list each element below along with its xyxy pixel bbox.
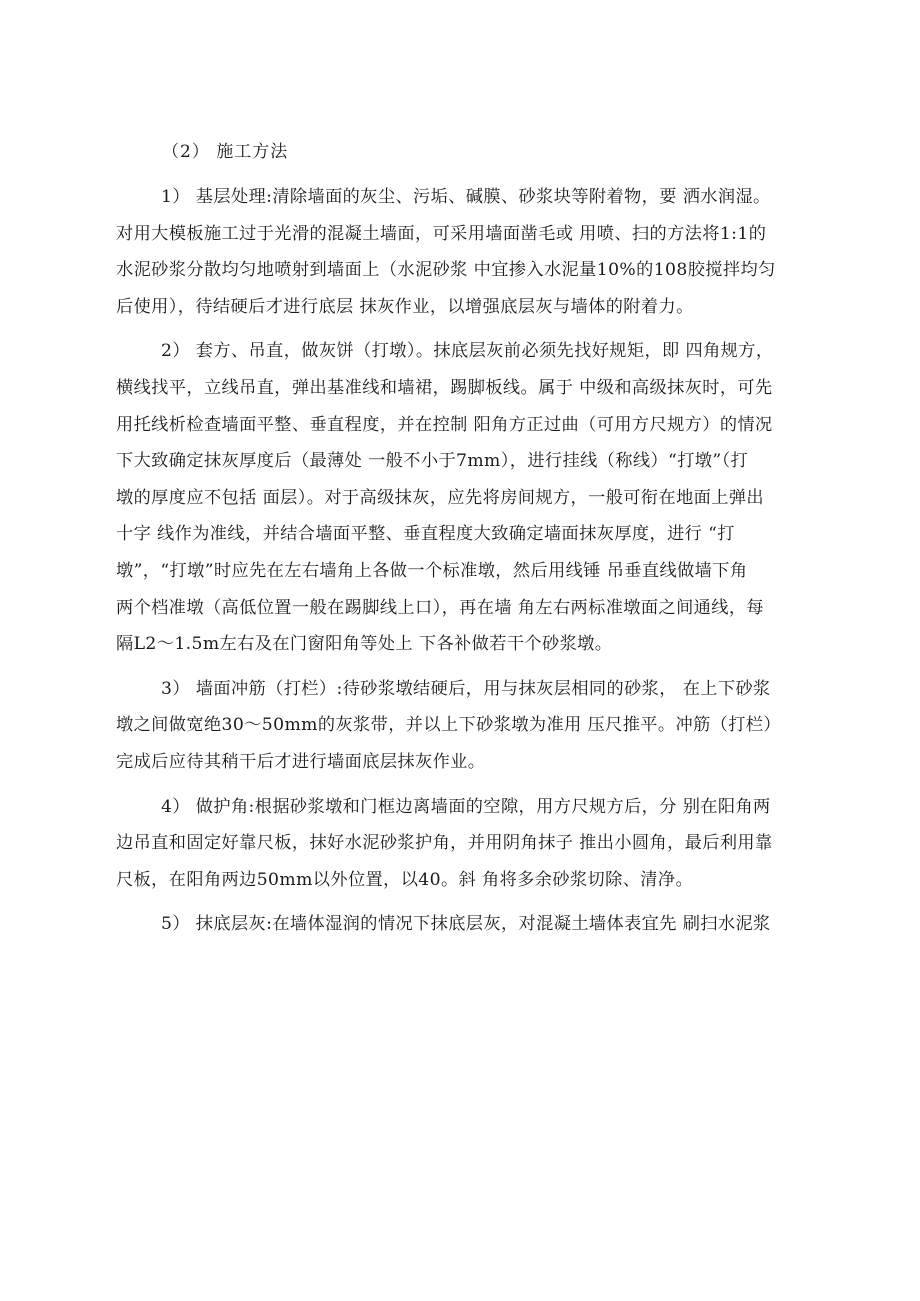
paragraph-line: 对用大模板施工过于光滑的混凝土墙面，可采用墙面凿毛或 用喷、扫的方法将1:1的	[116, 223, 767, 244]
paragraph-line: 4） 做护角:根据砂浆墩和门框边离墙面的空隙，用方尺规方后，分 别在阳角两	[161, 796, 771, 817]
paragraph-line: 用托线析检查墙面平整、垂直程度，并在控制 阳角方正过曲（可用方尺规方）的情况	[116, 414, 773, 435]
paragraph-line: 墩的厚度应不包括 面层）。对于高级抹灰，应先将房间规方，一般可衔在地面上弹出	[116, 487, 765, 508]
paragraph-line: 边吊直和固定好靠尺板，抹好水泥砂浆护角，并用阴角抹子 推出小圆角，最后利用靠	[116, 833, 773, 854]
paragraph-line: 完成后应待其稍干后才进行墙面底层抹灰作业。	[116, 751, 486, 772]
paragraph-line: 横线找平，立线吊直，弹出基准线和墙裙，踢脚板线。属于 中级和高级抹灰时，可先	[116, 377, 773, 398]
paragraph-line: 下大致确定抹灰厚度后（最薄处 一般不小于7mm），进行挂线（称线）“打墩”（打	[116, 451, 749, 472]
paragraph-gap	[116, 325, 806, 333]
document-page	[116, 133, 806, 943]
paragraph-line: 后使用），待结硬后才进行底层 抹灰作业，以增强底层灰与墙体的附着力。	[116, 296, 694, 317]
paragraph-line: 十字 线作为准线，并结合墙面平整、垂直程度大致确定墙面抹灰厚度，进行 “打	[116, 524, 735, 545]
paragraph-1	[116, 179, 806, 325]
spacer	[116, 171, 806, 179]
paragraph-line: 5） 抹底层灰:在墙体湿润的情况下抹底层灰，对混凝土墙体表宜先 刷扫水泥浆	[161, 914, 771, 935]
paragraph-gap	[116, 781, 806, 789]
paragraph-line: 隔L2～1.5m左右及在门窗阳角等处上 下各补做若干个砂浆墩。	[116, 634, 613, 655]
paragraph-line: 墩之间做宽绝30～50mm的灰浆带，并以上下砂浆墩为准用 压尺推平。冲筋（打栏）	[116, 715, 781, 736]
paragraph-line: 墩”，“打墩”时应先在左右墙角上各做一个标准墩，然后用线锤 吊垂直线做墙下角	[116, 560, 748, 581]
paragraph-line: 水泥砂浆分散均匀地喷射到墙面上（水泥砂浆 中宜掺入水泥量10%的108胶搅拌均匀	[116, 260, 776, 281]
paragraph-2	[116, 333, 806, 662]
paragraph-gap	[116, 898, 806, 906]
paragraph-line: 2） 套方、吊直，做灰饼（打墩）。抹底层灰前必须先找好规矩，即 四角规方，	[161, 341, 774, 362]
paragraph-line: 1） 基层处理:清除墙面的灰尘、污垢、碱膜、砂浆块等附着物，要 洒水润湿。	[161, 187, 771, 207]
paragraph-line: 两个档准墩（高低位置一般在踢脚线上口），再在墙 角左右两标准墩面之间通线，每	[116, 597, 765, 618]
paragraph-5	[116, 906, 806, 943]
paragraph-gap	[116, 663, 806, 671]
paragraph-4	[116, 789, 806, 899]
paragraph-container	[116, 179, 806, 943]
paragraph-line: 尺板，在阳角两边50mm以外位置，以40。斜 角将多余砂浆切除、清净。	[116, 869, 694, 890]
paragraph-3	[116, 671, 806, 781]
paragraph-line: 3） 墙面冲筋（打栏）:待砂浆墩结硬后，用与抹灰层相同的砂浆， 在上下砂浆	[161, 678, 771, 699]
section-heading: （2） 施工方法	[162, 142, 289, 162]
